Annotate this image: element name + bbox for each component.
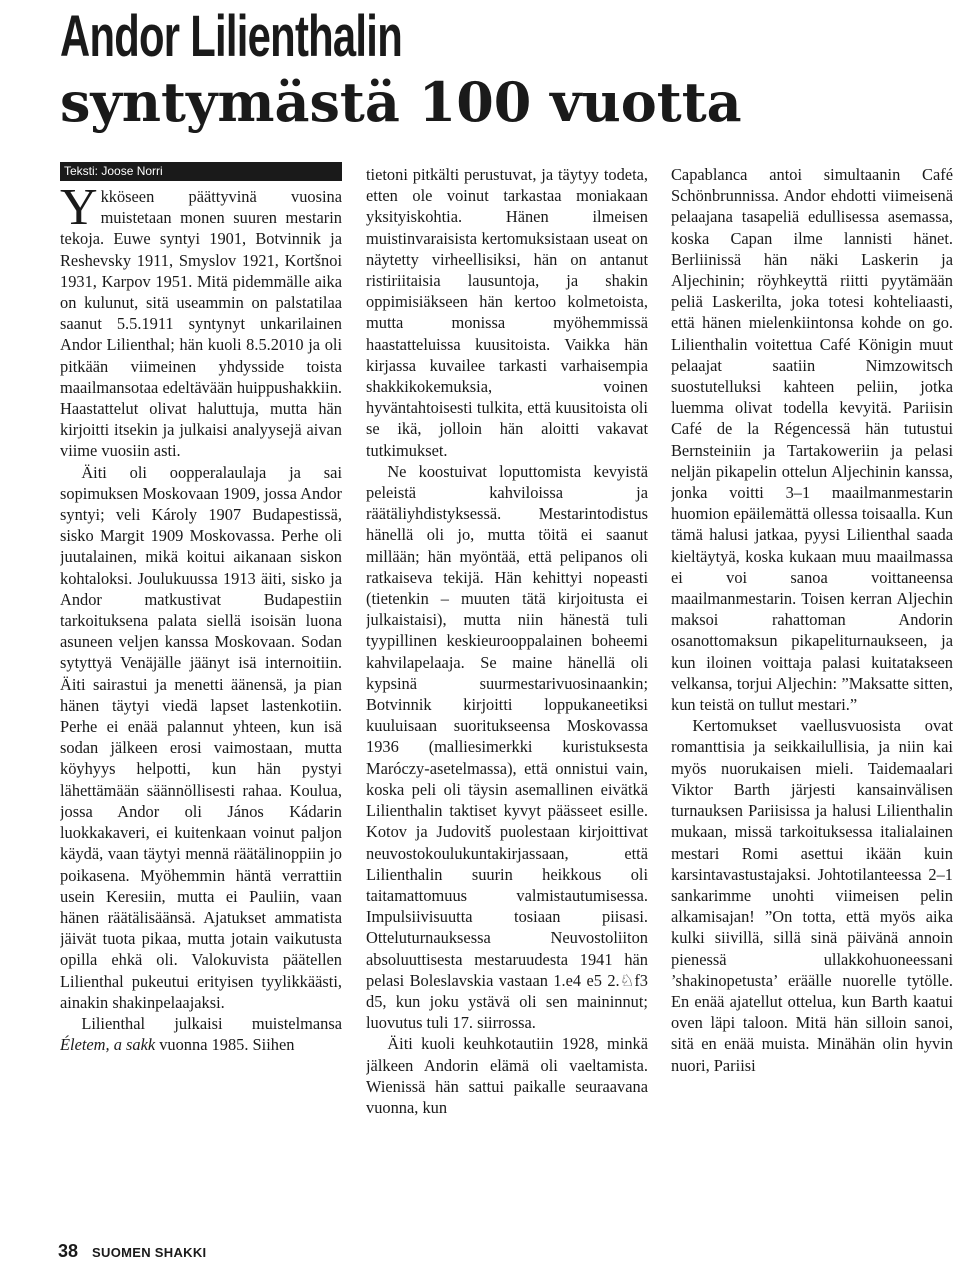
- paragraph: tietoni pitkälti perustuvat, ja täytyy todeta, etten ole voinut tarkastaa moniakaan yksityiskohtia. Hänen ilmeisen muistinvaraisista kertomuksistaan useat on näytetty virheellisiksi, hän on antanut ristiriitaisia lausuntoja, ja shakin oppimisiäkseen hän kertoo kolmetoista, mutta monissa myöhemmissä haastatteluissa kuusitoista. Vaikka hän kirjassa kuvailee tarkasti varhaisempia shakkikokemuksia, voinen hyväntahtoisesti tulkita, että kuusitoista oli se ikä, jolloin hän aloitti vakavat tutkimukset.: [366, 165, 648, 460]
- paragraph: Ne koostuivat loputtomista kevyistä peleistä kahviloissa ja räätäliyhdistyksessä. Mestarintodistus hänellä oli jo, mutta töitä ei saanut millään; hän myöntää, että pelipanos oli ratkaiseva tekijä. Hän kehittyi nopeasti (tietenkin – muuten tätä kirjoitusta ei julkaistaisi), mutta niin hänestä tuli tyypillinen keskieurooppalainen boheemi kahvilapelaaja. Se maine hänellä oli kypsinä suurmestarivuosinaankin; Botvinnik kirjoitti loppukaneetiksi kuuluisaan suoritukseensa Moskovassa 1936 (malliesimerkki kuristuksesta Maróczy-asetelmassa), että onnistui vain, koska peli oli täysin asemallinen eivätkä Lilienthalin taktiset kyvyt päässeet esille. Kotov ja Judovitš puolestaan kirjoittivat neuvostokoulukuntakirjassaan, että Lilienthalin suurin heikkous oli taitamattomuus valmistautumisessa. Impulsiivisuutta tosiaan piisasi. Otteluturnauksessa Neuvostoliiton absoluuttisesta mestaruudesta 1941 hän pelasi Boleslavskia vastaan 1.e4 e5 2.♘f3 d5, kun joku ystävä oli sen maininnut; luovutus tuli 17. siirrossa.: [366, 461, 648, 1033]
- paragraph: Kertomukset vaellusvuosista ovat romanttisia ja seikkailullisia, ja niin kai myös nuorukaisen mieli. Taidemaalari Viktor Barth järjesti kansainvälisen turnauksen Pariisissa ja halusi Lilienthalin mukaan, missä tarkoituksessa italialainen mestari Romi asettui ikään kuin karsintavastustajaksi. Johtotilanteessa 2–1 sankarimme unohti viimeisen pelin alkamisajan! ”On totta, että myös aika kulki siivillä, sillä sinä päivänä annoin pienessä ullakkohuoneessani ’shakinopetusta’ eräälle nuorelle tytölle. En enää ajatellut ottelua, kun Barth kaatui oven läpi taloon. Mitä hän silloin sanoi, sitä en enää muista. Minähän olin hyvin nuori, Pariisi: [671, 716, 953, 1075]
- page-footer: [58, 1240, 206, 1262]
- page-number: 38: [58, 1241, 79, 1261]
- paragraph-text: Lilienthal julkaisi muistelmansa: [81, 1013, 342, 1033]
- paragraph: Capablanca antoi simultaanin Café Schönbrunnissa. Andor ehdotti viimeisenä pelaajana tasapeliä edullisessa asemassa, koska Capan ilme lannisti hänet. Berliinissä hän näki Laskerin ja Aljechinin; röyhkeyttä riitti pyytämään peliä Laskerilta, joka totesi kohteliaasti, että hänen mielenkiintonsa kohde on go. Lilienthalin voitettua Café Königin muut pelaajat saatiin Nimzowitsch suostutelluksi kahteen peliin, jotka luemma olivat todella kevyitä. Pariisin Café de la Régencessä hän tutustui Bernsteiniin ja Tartakoweriin ja pelasi neljän pikapelin ottelun Aljechinin kanssa, jonka voitti 3–1 maailmanmestarin huomion epäilemättä ollessa toisaalla. Kun tämä halusi jatkaa, pyysi Lilienthal saada kieltäytyä, koska kukaan muu maailmassa ei voi sanoa voittaneensa maailmanmestarin. Toisen kerran Aljechin maksoi rahattoman Andorin osanottomaksun pikapeliturnaukseen, ja kun iloinen voittaja palasi kuitatakseen velkansa, torjui Aljechin: ”Maksatte sitten, kun teistä on tullut mestari.”: [671, 165, 953, 715]
- paragraph-text: vuonna 1985. Siihen: [155, 1035, 295, 1055]
- text-column-2: [366, 164, 648, 1212]
- drop-cap: Y: [60, 186, 98, 236]
- article-title-line-1: Andor Lilienthalin: [60, 4, 402, 69]
- paragraph: [60, 1013, 342, 1055]
- magazine-name: SUOMEN SHAKKI: [92, 1245, 207, 1260]
- article-title-line-2: syntymästä 100 vuotta: [60, 70, 742, 134]
- book-title: Életem, a sakk: [60, 1035, 156, 1055]
- text-column-3: [671, 164, 953, 1212]
- paragraph: [60, 186, 342, 462]
- paragraph-text: kköseen päättyvinä vuosina muistetaan monen suuren mestarin tekoja. Euwe syntyi 1901, Botvinnik ja Reshevsky 1911, Smyslov 1921, Kortšnoi 1931, Karpov 1951. Mitä pidemmälle aika on kulunut, sitä useammin on palstatilaa saanut 5.5.1911 syntynyt unkarilainen Andor Lilienthal; hän kuoli 8.5.2010 ja oli pitkään viimeinen yhdysside toista maailmansotaa edeltävään huippushakkiin. Haastattelut olivat haluttuja, mutta hän kirjoitti itsekin ja julkaisi analyysejä aivan viime vuosiin asti.: [60, 187, 342, 461]
- paragraph: Äiti kuoli keuhkotautiin 1928, minkä jälkeen Andorin elämä oli vaeltamista. Wienissä hän sattui paikalle seuraavana vuonna, kun: [366, 1034, 648, 1117]
- author-credit: Teksti: Joose Norri: [60, 162, 342, 181]
- text-column-1: [60, 186, 342, 1212]
- paragraph: Äiti oli oopperalaulaja ja sai sopimuksen Moskovaan 1909, jossa Andor syntyi; veli Károly 1907 Budapestissä, sisko Margit 1909 Moskovassa. Perhe oli juutalainen, mikä koitui aikanaan siskon kohtaloksi. Joulukuussa 1913 äiti, sisko ja Andor matkustivat Budapestiin tarkoituksena palata siellä isoisän luona asuneen veljen kanssa Moskovaan. Sodan sytyttyä Venäjälle jäänyt isä internoitiin. Äiti sairastui ja menetti äänensä, ja pian hänen täytyi viedä lapset lastenkotiin. Perhe ei enää palannut yhteen, kun isä sodan jälkeen erosi vaimostaan, mutta köyhyys helpotti, kun hän pystyi lähettämään säännöllisesti rahaa. Koulua, jossa Andor oli János Kádarin luokkakaveri, ei kuitenkaan voinut paljon käydä, vaan täytyi mennä räätälinoppiin jo poikasena. Myöhemmin häntä verrattiin usein Keresiin, mutta ei Pauliin, vaan hänen räätälisäänsä. Ajatukset ammatista jäivät tuota pikaa, mutta jotain vaikutusta opilla ehkä oli. Valokuvista päätellen Lilienthal pukeutui erityisen tyylikkäästi, ainakin shakinpelaajaksi.: [60, 462, 342, 1012]
